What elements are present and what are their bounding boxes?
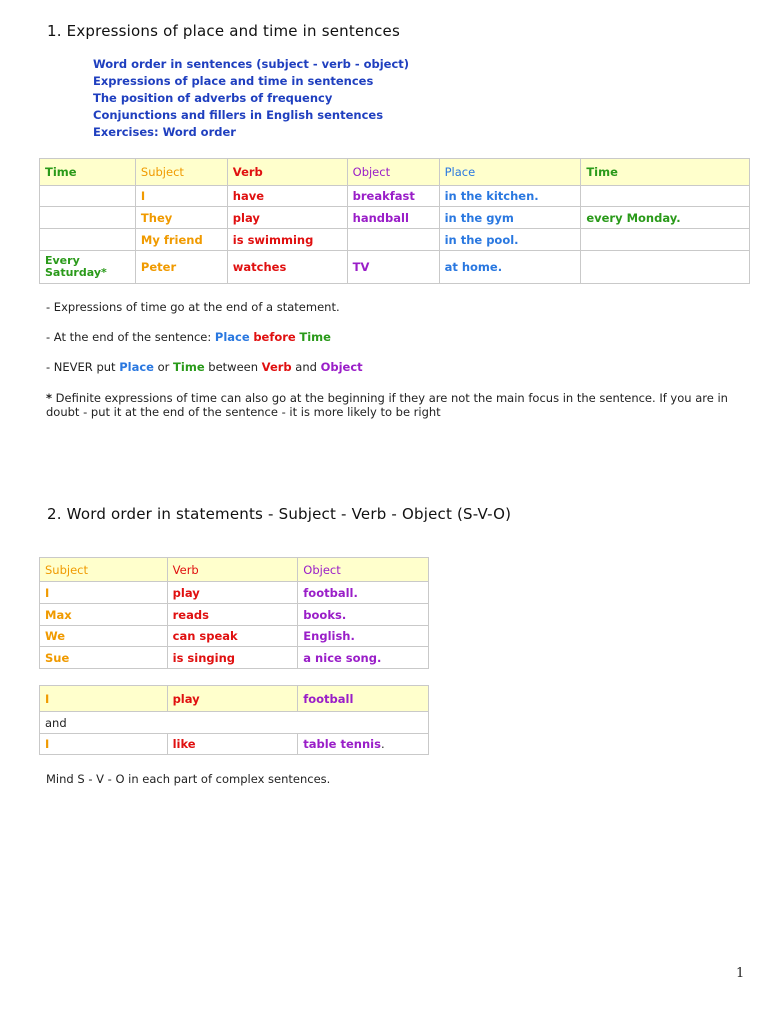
- cell-object: TV: [347, 251, 439, 284]
- keyword-time: Time: [173, 360, 205, 374]
- keyword-time: Time: [299, 330, 331, 344]
- cell-time: [40, 207, 136, 229]
- section2-title: 2. Word order in statements - Subject - Verb - Object (S-V-O): [47, 505, 512, 523]
- cell-verb: play: [227, 207, 347, 229]
- table-row: [40, 712, 429, 734]
- table-row: [40, 686, 429, 712]
- cell-time-end: [581, 251, 750, 284]
- section1-title: 1. Expressions of place and time in sentences: [47, 22, 400, 40]
- header-time-end: Time: [581, 159, 750, 186]
- cell-verb: like: [167, 734, 298, 755]
- header-object: Object: [347, 159, 439, 186]
- table-header-row: [40, 159, 750, 186]
- cell-verb: watches: [227, 251, 347, 284]
- cell-verb: reads: [167, 604, 298, 626]
- table-row: [40, 186, 750, 207]
- cell-subject: Peter: [135, 251, 227, 284]
- table-row: [40, 647, 429, 669]
- cell-subject: I: [135, 186, 227, 207]
- header-subject: Subject: [40, 558, 168, 582]
- note-svo-complex: Mind S - V - O in each part of complex sentences.: [46, 772, 331, 786]
- cell-place: at home.: [439, 251, 581, 284]
- table-row: [40, 582, 429, 604]
- table-row: [40, 626, 429, 647]
- cell-time-end: [581, 229, 750, 251]
- table-header-row: [40, 558, 429, 582]
- toc-link-adverbs-frequency[interactable]: The position of adverbs of frequency: [93, 91, 333, 105]
- cell-verb: have: [227, 186, 347, 207]
- cell-subject: They: [135, 207, 227, 229]
- note-never-between: [46, 360, 363, 374]
- header-subject: Subject: [135, 159, 227, 186]
- cell-time: [40, 229, 136, 251]
- header-verb: Verb: [167, 558, 298, 582]
- cell-object: [298, 734, 429, 755]
- cell-object: handball: [347, 207, 439, 229]
- toc-link-conjunctions[interactable]: Conjunctions and fillers in English sentences: [93, 108, 384, 122]
- keyword-before: before: [253, 330, 296, 344]
- cell-time-end: every Monday.: [581, 207, 750, 229]
- cell-place: in the kitchen.: [439, 186, 581, 207]
- keyword-place: Place: [214, 330, 250, 344]
- table-row: [40, 207, 750, 229]
- note-text: between: [204, 360, 262, 374]
- compound-sentence-table: [39, 685, 429, 755]
- cell-subject: We: [40, 626, 168, 647]
- page-number: 1: [736, 966, 745, 981]
- toc-links: [93, 56, 409, 141]
- keyword-object: Object: [320, 360, 363, 374]
- header-object: Object: [298, 558, 429, 582]
- cell-subject: My friend: [135, 229, 227, 251]
- cell-object: a nice song.: [298, 647, 429, 669]
- cell-subject: I: [40, 686, 168, 712]
- cell-object: [347, 229, 439, 251]
- cell-verb: is singing: [167, 647, 298, 669]
- cell-subject: I: [40, 582, 168, 604]
- note-text: - At the end of the sentence:: [46, 330, 215, 344]
- cell-object: books.: [298, 604, 429, 626]
- asterisk-mark: *: [46, 391, 53, 405]
- cell-verb: can speak: [167, 626, 298, 647]
- note-text: or: [153, 360, 174, 374]
- cell-subject: Max: [40, 604, 168, 626]
- cell-conjunction: and: [40, 712, 429, 734]
- cell-subject: I: [40, 734, 168, 755]
- table-row: [40, 604, 429, 626]
- cell-verb: play: [167, 582, 298, 604]
- cell-subject: Sue: [40, 647, 168, 669]
- cell-object: English.: [298, 626, 429, 647]
- toc-link-word-order[interactable]: Word order in sentences (subject - verb - object): [93, 57, 410, 71]
- note-place-before-time: [46, 330, 331, 344]
- period-mark: .: [380, 737, 385, 751]
- note-text: - NEVER put: [46, 360, 120, 374]
- note-text: and: [291, 360, 321, 374]
- header-place: Place: [439, 159, 581, 186]
- cell-object: football: [298, 686, 429, 712]
- keyword-place: Place: [119, 360, 154, 374]
- cell-verb: is swimming: [227, 229, 347, 251]
- svo-table: [39, 557, 429, 669]
- place-time-table: [39, 158, 750, 284]
- cell-place: in the pool.: [439, 229, 581, 251]
- cell-object: breakfast: [347, 186, 439, 207]
- header-time: Time: [40, 159, 136, 186]
- table-row: [40, 229, 750, 251]
- note-time-end: - Expressions of time go at the end of a statement.: [46, 300, 340, 314]
- cell-object: football.: [298, 582, 429, 604]
- note-text: Definite expressions of time can also go at the beginning if they are not the main focus in the sentence. If you are in doubt - put it at the end of the sentence - it is more likely to be right: [46, 391, 728, 419]
- cell-verb: play: [167, 686, 298, 712]
- table-row: [40, 251, 750, 284]
- cell-place: in the gym: [439, 207, 581, 229]
- table-row: [40, 734, 429, 755]
- toc-link-place-time[interactable]: Expressions of place and time in sentences: [93, 74, 374, 88]
- header-verb: Verb: [227, 159, 347, 186]
- object-text: table tennis: [303, 737, 381, 751]
- keyword-verb: Verb: [261, 360, 292, 374]
- cell-time: Every Saturday*: [40, 251, 136, 284]
- toc-link-exercises[interactable]: Exercises: Word order: [93, 125, 236, 139]
- cell-time-end: [581, 186, 750, 207]
- note-definite-expressions: [46, 391, 746, 419]
- cell-time: [40, 186, 136, 207]
